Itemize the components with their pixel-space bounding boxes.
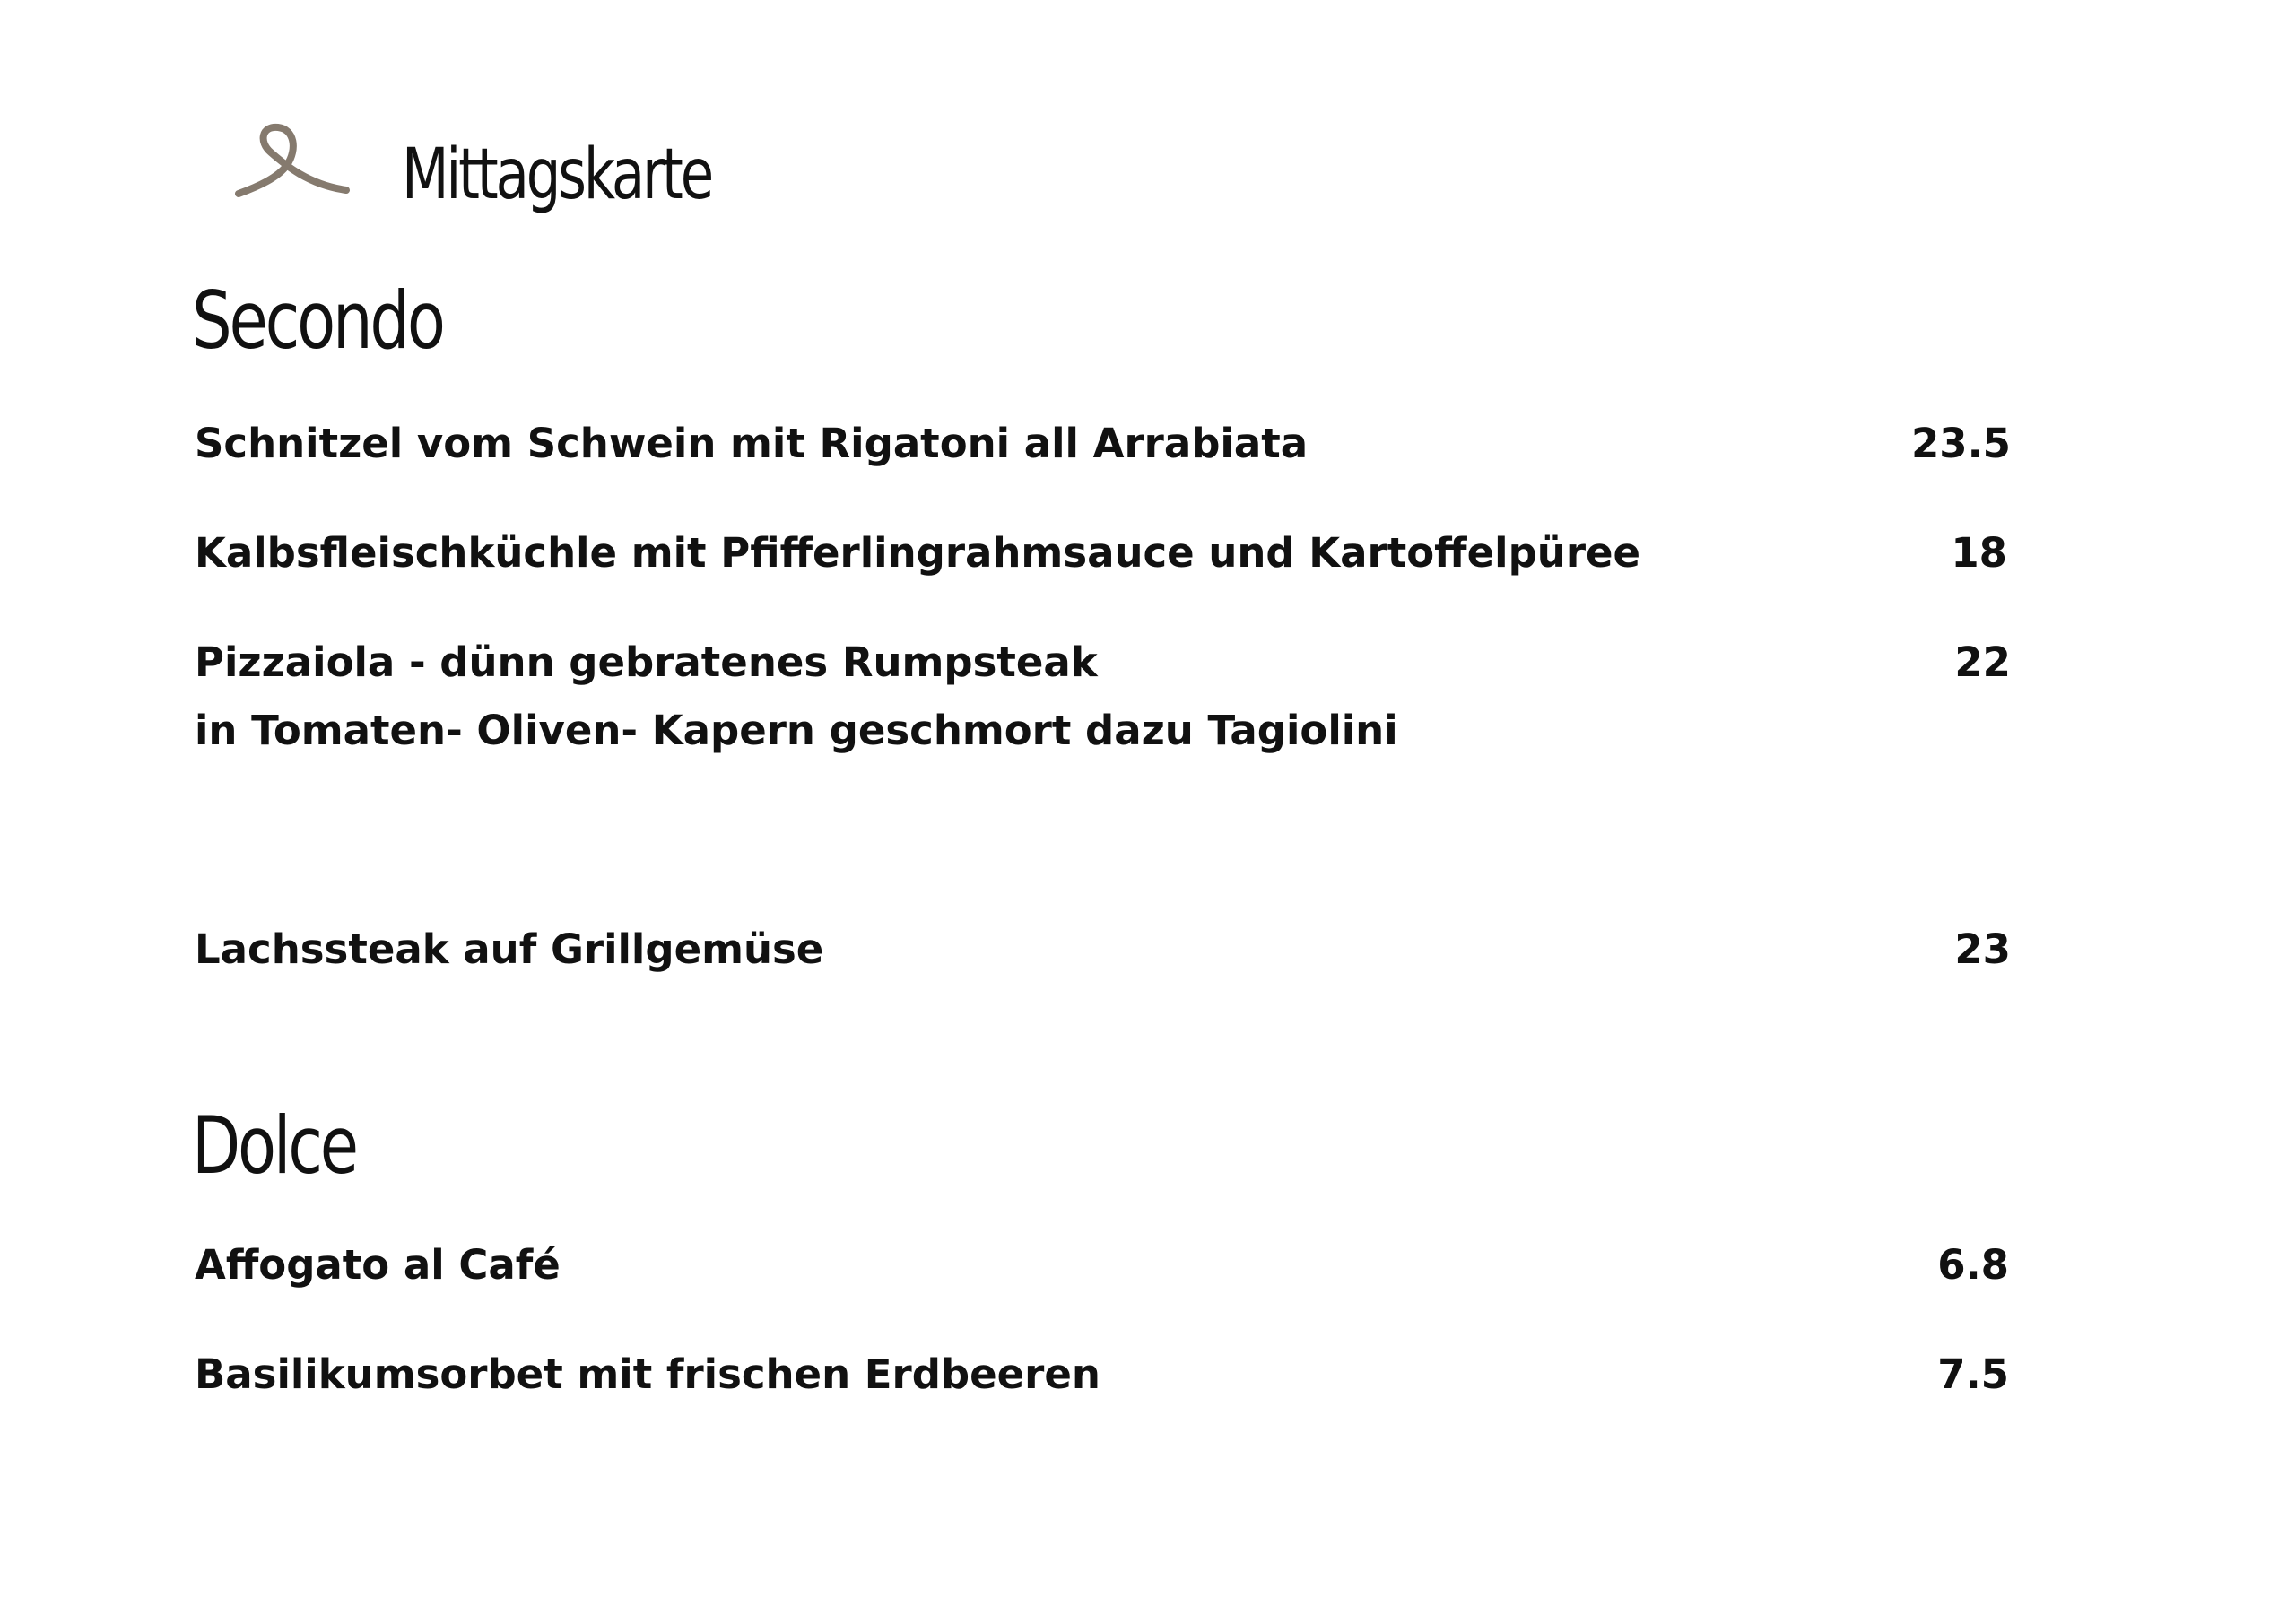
menu-item-name: Affogato al Café — [195, 1241, 561, 1289]
menu-item-price: 23.5 — [1910, 420, 2011, 467]
menu-item-price: 23 — [1954, 925, 2011, 973]
menu-item-name: Kalbsfleischküchle mit Pfifferlingrahmsauce und Kartoffelpüree — [195, 529, 1641, 577]
page-title: Mittagskarte — [402, 135, 712, 215]
menu-item-name: Lachssteak auf Grillgemüse — [195, 925, 824, 973]
menu-item-price: 7.5 — [1937, 1350, 2009, 1398]
menu-item-name: Schnitzel vom Schwein mit Rigatoni all Arrabiata — [195, 420, 1309, 467]
menu-item-name: Basilikumsorbet mit frischen Erdbeeren — [195, 1350, 1100, 1398]
menu-item-price: 6.8 — [1937, 1241, 2009, 1289]
menu-item-price: 22 — [1954, 638, 2011, 686]
menu-item-description: in Tomaten- Oliven- Kapern geschmort dazu Tagiolini — [195, 707, 1398, 754]
menu-item-name: Pizzaiola - dünn gebratenes Rumpsteak — [195, 638, 1098, 686]
section-title-secondo: Secondo — [192, 274, 443, 367]
menu-item-price: 18 — [1951, 529, 2007, 577]
section-title-dolce: Dolce — [192, 1099, 356, 1192]
ribbon-swirl-icon — [231, 122, 353, 208]
